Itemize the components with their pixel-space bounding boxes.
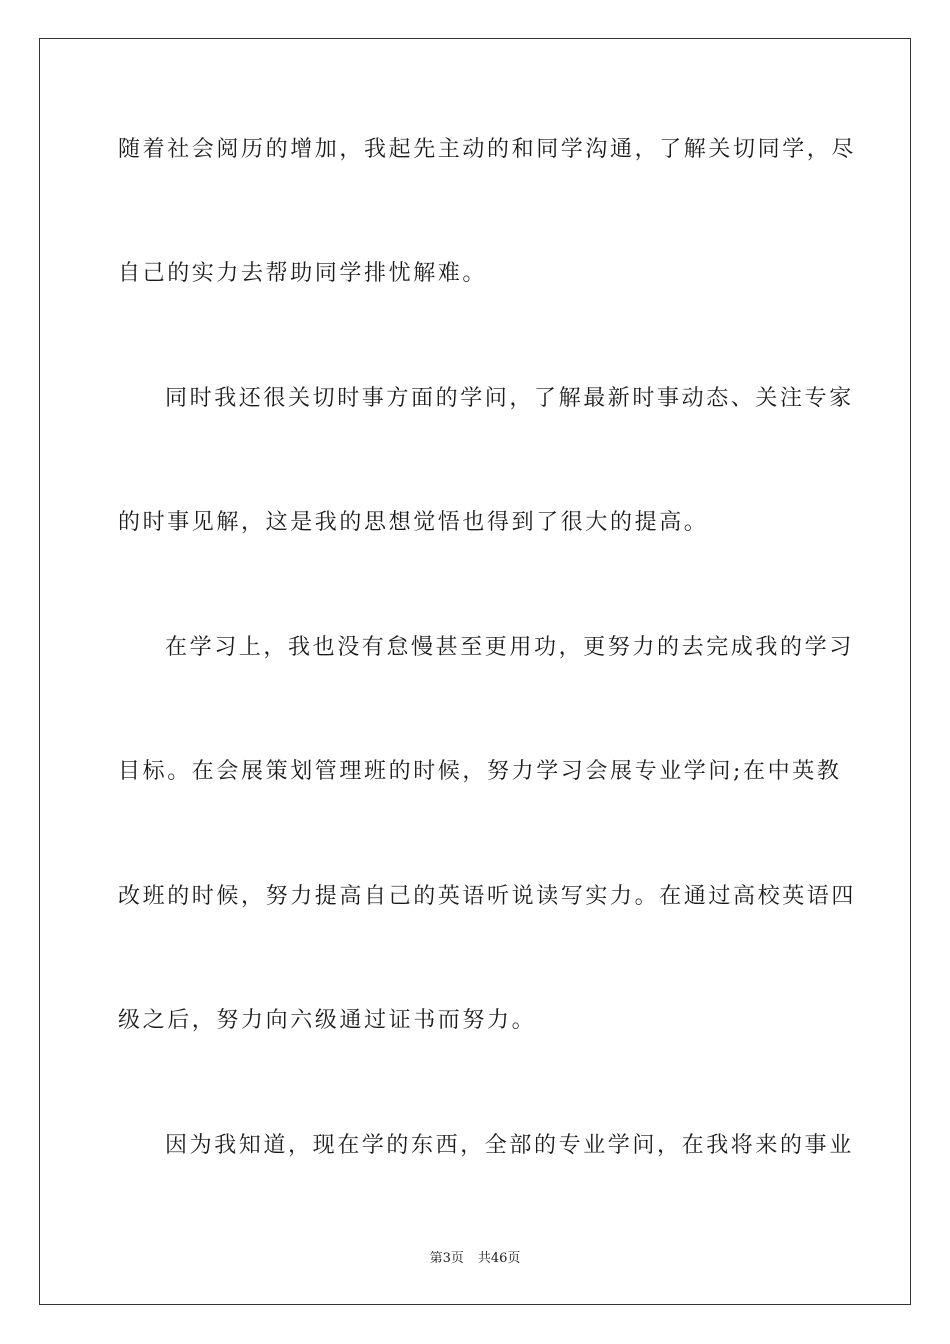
page-border — [39, 38, 911, 1305]
text-line: 自己的实力去帮助同学排忧解难。 — [118, 261, 488, 286]
text-line: 改班的时候，努力提高自己的英语听说读写实力。在通过高校英语四 — [118, 884, 857, 909]
text-line: 级之后，努力向六级通过证书而努力。 — [118, 1008, 537, 1033]
page-footer — [0, 1247, 950, 1266]
paragraph-start-line: 同时我还很关切时事方面的学问，了解最新时事动态、关注专家 — [165, 386, 854, 411]
paragraph-start-line: 因为我知道，现在学的东西，全部的专业学问，在我将来的事业 — [165, 1133, 854, 1158]
text-line: 的时事见解，这是我的思想觉悟也得到了很大的提高。 — [118, 510, 709, 535]
text-line: 随着社会阅历的增加，我起先主动的和同学沟通，了解关切同学，尽 — [118, 137, 857, 162]
text-line: 目标。在会展策划管理班的时候，努力学习会展专业学问;在中英教 — [118, 759, 842, 784]
paragraph-start-line: 在学习上，我也没有怠慢甚至更用功，更努力的去完成我的学习 — [165, 635, 854, 660]
page-number: 第3页 — [429, 1251, 464, 1266]
total-pages: 共46页 — [477, 1251, 521, 1266]
